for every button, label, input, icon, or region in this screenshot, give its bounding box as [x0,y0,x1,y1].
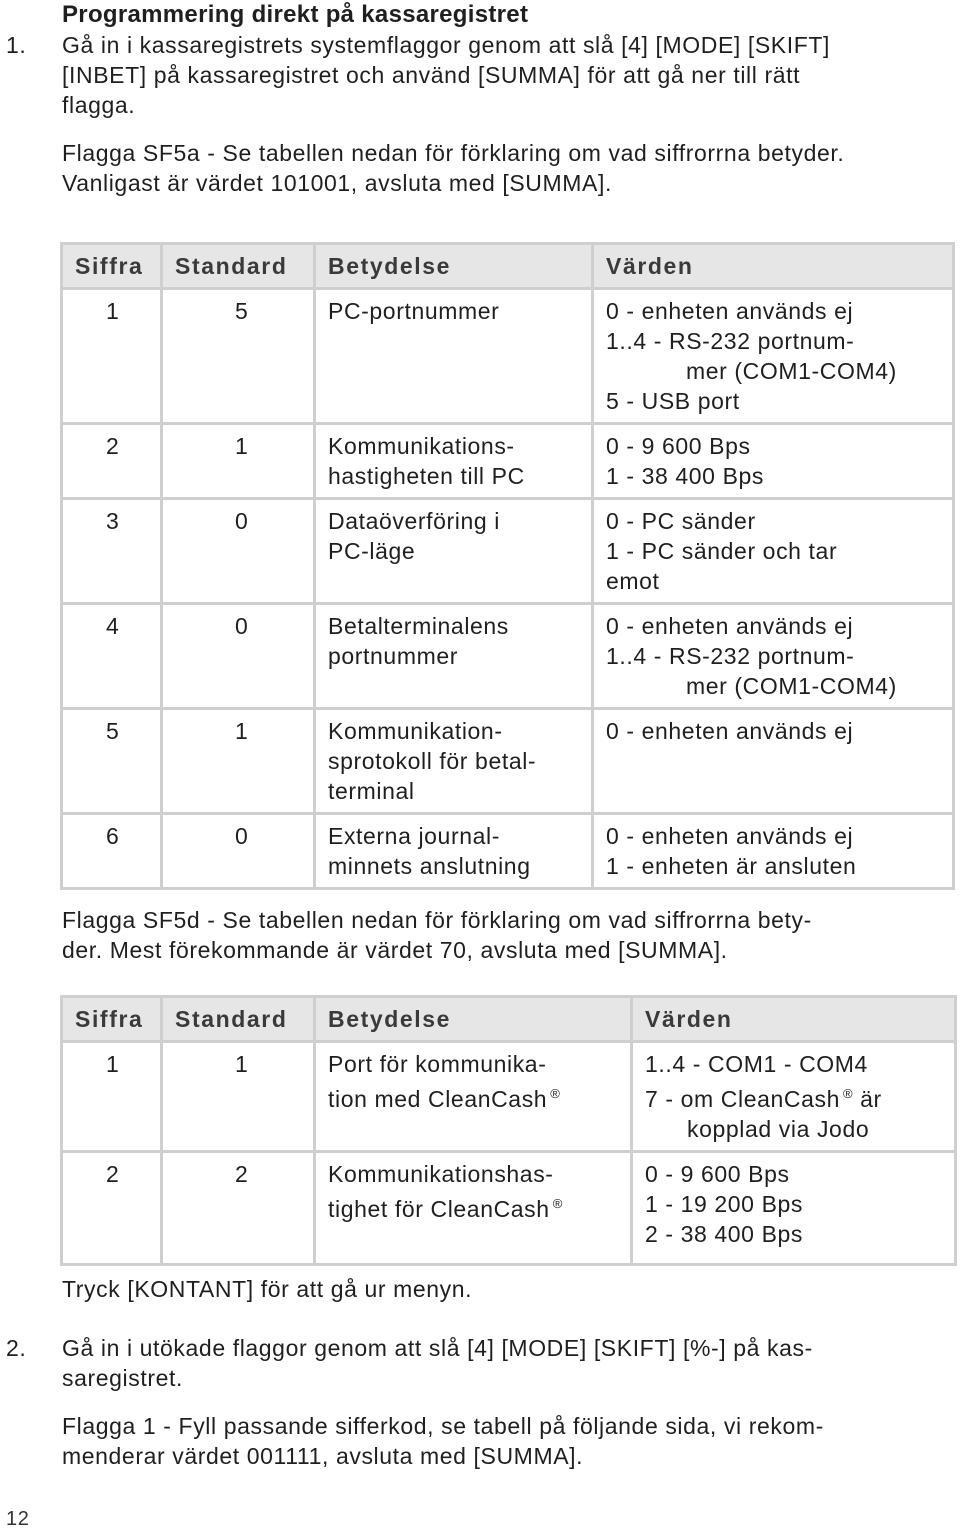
standard-cell: 2 [163,1153,313,1263]
sf5d-table [60,995,957,1266]
registered-mark: ® [550,1086,561,1101]
varden-line: emot [606,568,660,594]
sf5a-table-header-row [63,245,952,287]
betydelse-line: hastigheten till PC [328,463,525,489]
sf5a-intro-line: Vanligast är värdet 101001, avsluta med [SUMMA]. [62,170,612,196]
col-header-betydelse: Betydelse [316,245,591,287]
table-row [63,1153,954,1263]
sf5a-intro [62,138,844,198]
flag1-intro [62,1411,824,1471]
flag1-intro-line: Flagga 1 - Fyll passande sifferkod, se tabell på följande sida, vi rekom- [62,1413,824,1439]
sf5d-table-header-row [63,998,954,1040]
registered-mark: ® [552,1196,563,1211]
table-row [63,815,952,887]
standard-cell: 1 [163,710,313,812]
betydelse-line [328,1189,630,1224]
betydelse-line: Kommunikationshas- [328,1161,554,1187]
table-row [63,500,952,602]
varden-line: 1..4 - RS-232 portnum- [606,328,855,354]
step-2-text [62,1333,813,1393]
page-number: 12 [6,1508,30,1530]
betydelse-cell [316,290,591,422]
table-row [63,605,952,707]
varden-line: 1..4 - COM1 - COM4 [645,1051,868,1077]
varden-line: mer (COM1-COM4) [686,358,897,384]
varden-cell [594,605,952,707]
siffra-cell: 4 [63,605,160,707]
registered-mark: ® [842,1086,854,1101]
varden-line: kopplad via Jodo [687,1116,870,1142]
varden-line: 0 - 9 600 Bps [645,1161,790,1187]
betydelse-line: Dataöverföring i [328,508,500,534]
step-1-line: Gå in i kassaregistrets systemflaggor genom att slå [4] [MODE] [SKIFT] [62,32,831,58]
betydelse-line: Kommunikation- [328,718,503,744]
sf5a-table [60,242,955,890]
siffra-cell: 1 [63,1043,160,1150]
varden-cell [594,710,952,812]
table-row [63,1043,954,1150]
col-header-varden: Värden [594,245,952,287]
varden-cell [594,290,952,422]
varden-line: 0 - enheten används ej [606,298,854,324]
step-1-text [62,30,830,120]
table-row [63,425,952,497]
step-1-number: 1. [6,32,27,58]
betydelse-cell [316,605,591,707]
sf5d-intro [62,905,812,965]
siffra-cell: 6 [63,815,160,887]
varden-line [645,1079,954,1114]
siffra-cell: 2 [63,1153,160,1263]
varden-line: 0 - enheten används ej [606,718,854,744]
col-header-standard: Standard [163,998,313,1040]
varden-line: 1 - 38 400 Bps [606,463,765,489]
varden-line: 2 - 38 400 Bps [645,1221,804,1247]
varden-text: 7 - om CleanCash [645,1086,840,1112]
standard-cell: 0 [163,605,313,707]
page-heading: Programmering direkt på kassaregistret [62,1,529,28]
standard-cell: 0 [163,500,313,602]
varden-line: 0 - 9 600 Bps [606,433,751,459]
varden-line: 1 - PC sänder och tar [606,538,838,564]
varden-line: 0 - enheten används ej [606,823,854,849]
sf5a-intro-line: Flagga SF5a - Se tabellen nedan för förklaring om vad siffrorrna betyder. [62,140,845,166]
betydelse-line: PC-portnummer [328,298,500,324]
col-header-siffra: Siffra [63,998,160,1040]
varden-line: 1 - enheten är ansluten [606,853,857,879]
varden-line: 1..4 - RS-232 portnum- [606,643,855,669]
standard-cell: 5 [163,290,313,422]
betydelse-cell [316,1043,630,1150]
siffra-cell: 2 [63,425,160,497]
varden-cell [594,425,952,497]
siffra-cell: 5 [63,710,160,812]
varden-cell [633,1043,954,1150]
betydelse-cell [316,425,591,497]
betydelse-cell [316,815,591,887]
varden-line: 0 - enheten används ej [606,613,854,639]
varden-line: 1 - 19 200 Bps [645,1191,804,1217]
standard-cell: 1 [163,1043,313,1150]
betydelse-text: tion med CleanCash [328,1086,548,1112]
siffra-cell: 3 [63,500,160,602]
varden-line: 5 - USB port [606,388,740,414]
table-row [63,710,952,812]
betydelse-cell [316,710,591,812]
varden-text: är [860,1086,882,1112]
standard-cell: 1 [163,425,313,497]
col-header-varden: Värden [633,998,954,1040]
betydelse-line [328,1079,630,1114]
exit-instruction: Tryck [KONTANT] för att gå ur menyn. [62,1276,473,1302]
betydelse-line: PC-läge [328,538,416,564]
step-2-line: saregistret. [62,1365,183,1391]
betydelse-line: minnets anslutning [328,853,531,879]
varden-cell [594,500,952,602]
betydelse-line: terminal [328,778,415,804]
step-2-line: Gå in i utökade flaggor genom att slå [4] [MODE] [SKIFT] [%-] på kas- [62,1335,813,1361]
sf5d-intro-line: Flagga SF5d - Se tabellen nedan för förklaring om vad siffrorrna bety- [62,907,812,933]
betydelse-line: Port för kommunika- [328,1051,547,1077]
betydelse-line: Kommunikations- [328,433,515,459]
betydelse-line: Betalterminalens [328,613,509,639]
table-row [63,290,952,422]
step-2-number: 2. [6,1335,27,1361]
col-header-standard: Standard [163,245,313,287]
sf5d-intro-line: der. Mest förekommande är värdet 70, avsluta med [SUMMA]. [62,937,728,963]
betydelse-cell [316,500,591,602]
step-1-line: [INBET] på kassaregistret och använd [SUMMA] för att gå ner till rätt [62,62,801,88]
flag1-intro-line: menderar värdet 001111, avsluta med [SUMMA]. [62,1443,584,1469]
betydelse-text: tighet för CleanCash [328,1196,550,1222]
col-header-siffra: Siffra [63,245,160,287]
varden-line: mer (COM1-COM4) [686,673,897,699]
col-header-betydelse: Betydelse [316,998,630,1040]
step-1-line: flagga. [62,92,136,118]
betydelse-line: sprotokoll för betal- [328,748,537,774]
varden-cell [633,1153,954,1263]
betydelse-line: Externa journal- [328,823,500,849]
standard-cell: 0 [163,815,313,887]
betydelse-line: portnummer [328,643,458,669]
varden-cell [594,815,952,887]
betydelse-cell [316,1153,630,1263]
siffra-cell: 1 [63,290,160,422]
varden-line: 0 - PC sänder [606,508,756,534]
